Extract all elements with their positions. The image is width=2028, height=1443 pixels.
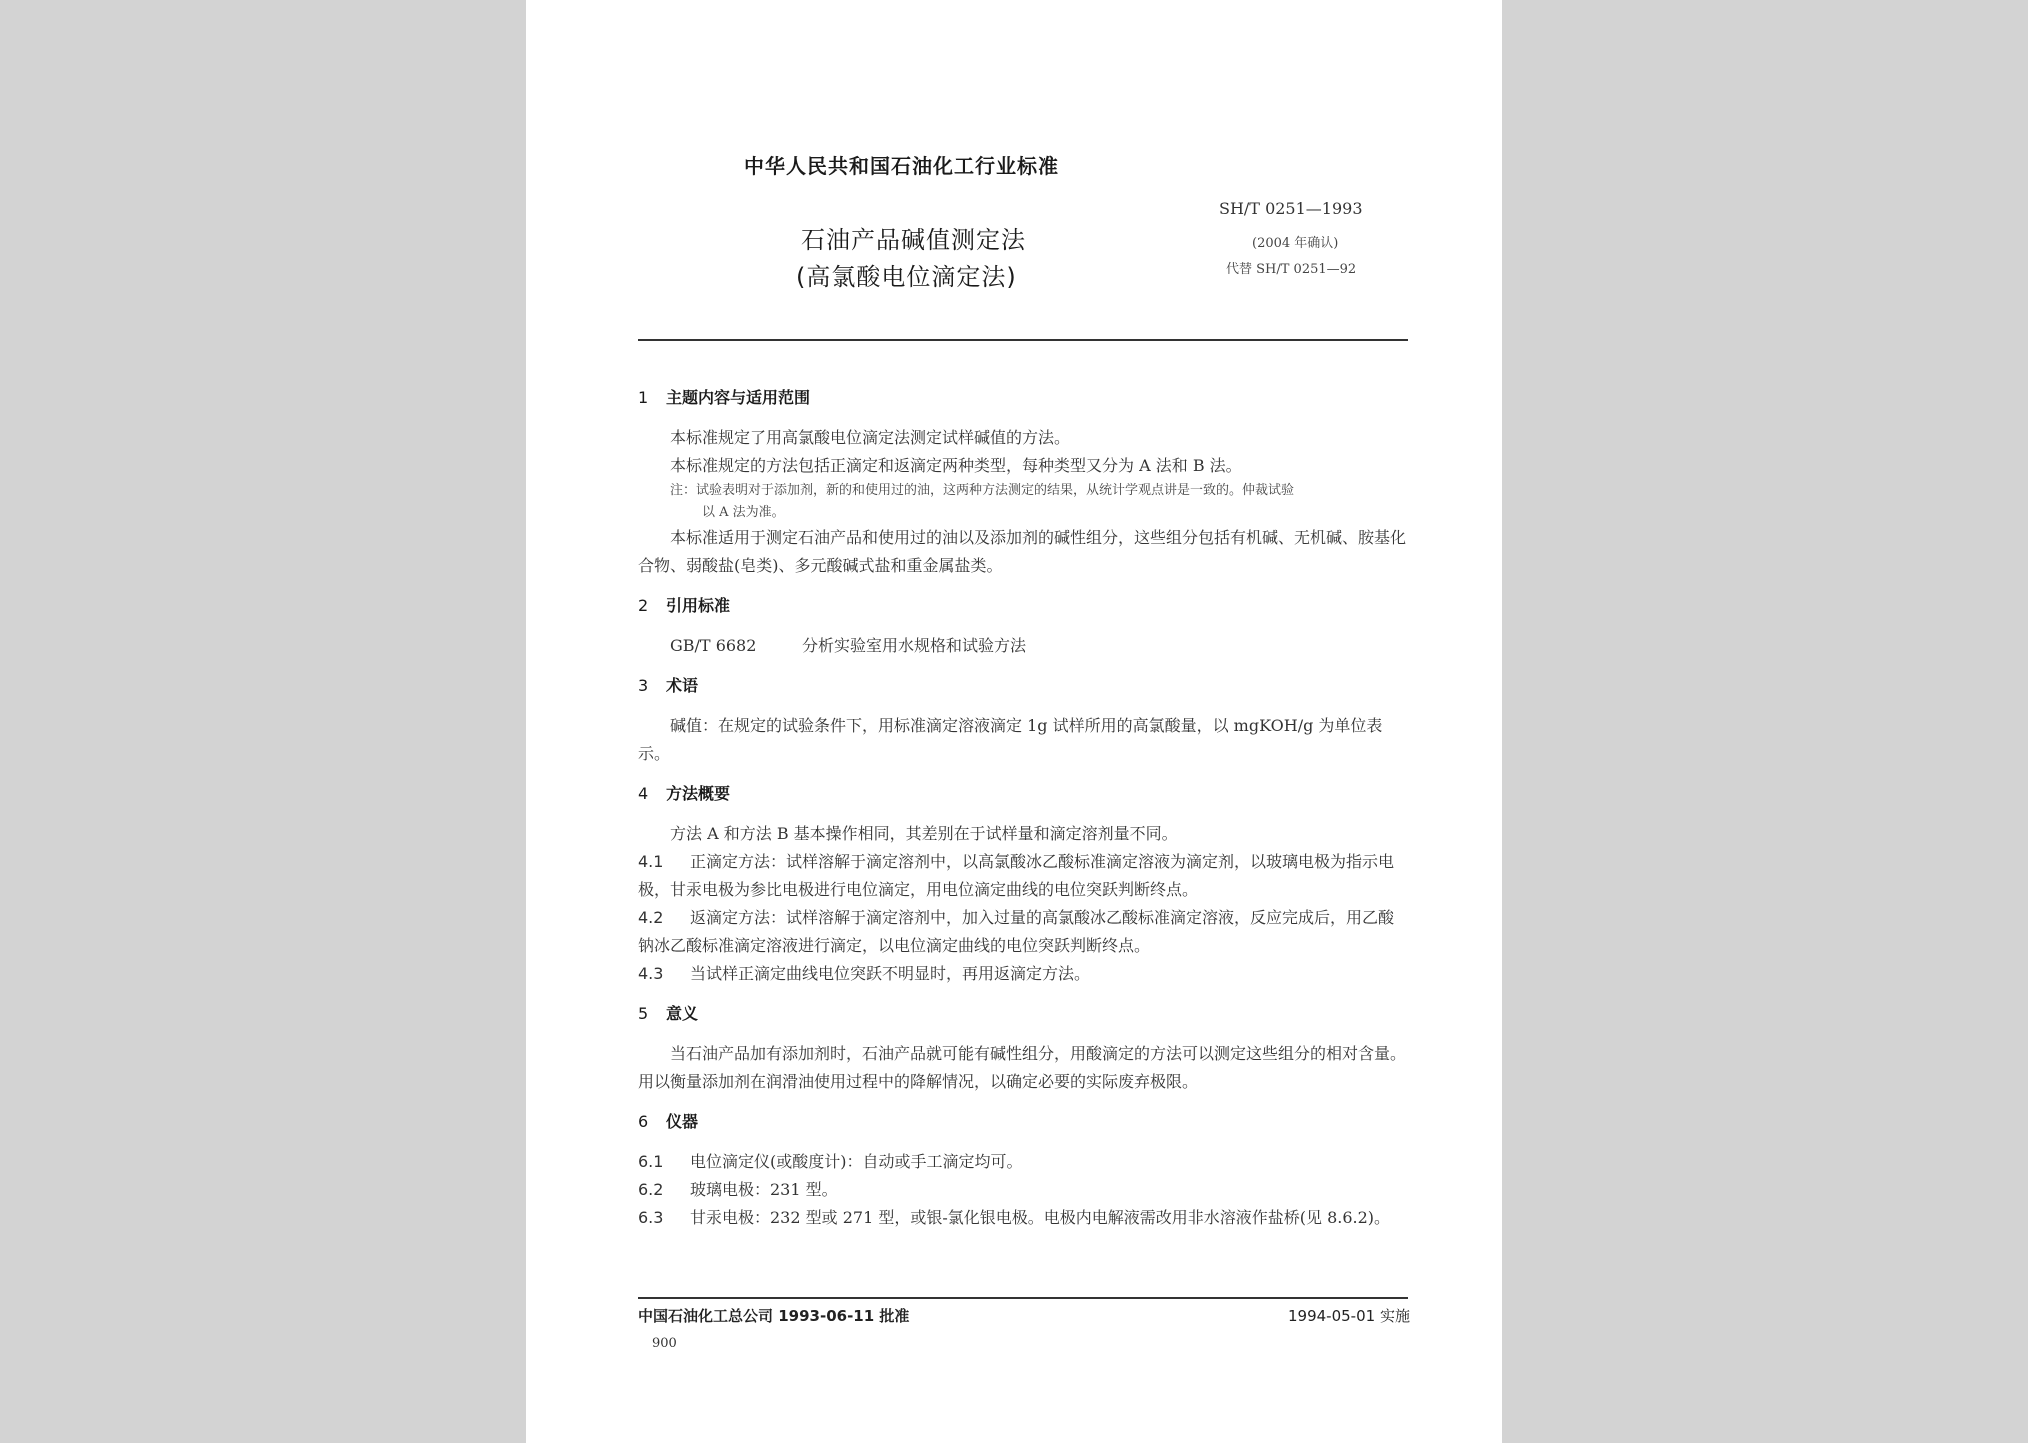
paragraph: 方法 A 和方法 B 基本操作相同，其差别在于试样量和滴定溶剂量不同。: [670, 824, 1178, 843]
clause-item: [638, 904, 1408, 960]
section-heading-2: [638, 592, 1408, 620]
clause-text: 电位滴定仪(或酸度计)：自动或手工滴定均可。: [690, 1152, 1023, 1171]
clause-number: 6.3: [638, 1208, 664, 1227]
clause-number: 4.2: [638, 908, 664, 927]
issuing-organization: 中华人民共和国石油化工行业标准: [744, 154, 1059, 178]
replacement-note: 代替 SH/T 0251—92: [1226, 262, 1357, 277]
clause-item: [638, 1204, 1408, 1232]
clause-text: 返滴定方法：试样溶解于滴定溶剂中，加入过量的高氯酸冰乙酸标准滴定溶液，反应完成后，用乙酸钠冰乙酸标准滴定溶液进行滴定，以电位滴定曲线的电位突跃判断终点。: [638, 908, 1395, 955]
clause-item: [638, 848, 1408, 904]
section-title: 意义: [666, 1004, 699, 1023]
paragraph: 本标准规定的方法包括正滴定和返滴定两种类型，每种类型又分为 A 法和 B 法。: [670, 456, 1242, 475]
clause-number: 4.3: [638, 964, 664, 983]
section-number: 4: [638, 784, 649, 803]
note: [638, 480, 1408, 524]
effective-date: 1994-05-01 实施: [1288, 1307, 1410, 1325]
document-body: [638, 384, 1408, 1232]
approval-info: 中国石油化工总公司 1993-06-11 批准: [638, 1307, 910, 1325]
clause-number: 4.1: [638, 852, 664, 871]
section-heading-6: [638, 1108, 1408, 1136]
section-title: 仪器: [666, 1112, 699, 1131]
clause-text: 正滴定方法：试样溶解于滴定溶剂中，以高氯酸冰乙酸标准滴定溶液为滴定剂，以玻璃电极为指示电极，甘汞电极为参比电极进行电位滴定，用电位滴定曲线的电位突跃判断终点。: [638, 852, 1395, 899]
reference-item: [638, 632, 1408, 660]
reference-code: GB/T 6682: [670, 636, 757, 655]
clause-text: 当试样正滴定曲线电位突跃不明显时，再用返滴定方法。: [690, 964, 1091, 983]
clause-item: [638, 1176, 1408, 1204]
clause-item: [638, 1148, 1408, 1176]
section-number: 1: [638, 388, 649, 407]
clause-item: [638, 960, 1408, 988]
section-heading-1: [638, 384, 1408, 412]
section-title: 术语: [666, 676, 699, 695]
page-number: 900: [652, 1336, 677, 1351]
clause-number: 6.1: [638, 1152, 664, 1171]
clause-text: 玻璃电极：231 型。: [690, 1180, 838, 1199]
document-page: [526, 0, 1502, 1443]
section-heading-4: [638, 780, 1408, 808]
document-title: 石油产品碱值测定法: [801, 226, 1026, 254]
reference-title: 分析实验室用水规格和试验方法: [802, 636, 1027, 655]
clause-text: 甘汞电极：232 型或 271 型，或银-氯化银电极。电极内电解液需改用非水溶液作盐桥(见 8.6.2)。: [690, 1208, 1391, 1227]
section-number: 6: [638, 1112, 649, 1131]
section-heading-3: [638, 672, 1408, 700]
section-title: 主题内容与适用范围: [666, 388, 811, 407]
clause-number: 6.2: [638, 1180, 664, 1199]
paragraph: 当石油产品加有添加剂时，石油产品就可能有碱性组分，用酸滴定的方法可以测定这些组分的相对含量。用以衡量添加剂在润滑油使用过程中的降解情况，以确定必要的实际废弃极限。: [638, 1044, 1407, 1091]
section-title: 引用标准: [666, 596, 731, 615]
section-number: 5: [638, 1004, 649, 1023]
section-title: 方法概要: [666, 784, 731, 803]
paragraph: 碱值：在规定的试验条件下，用标准滴定溶液滴定 1g 试样所用的高氯酸量，以 mgKOH/g 为单位表示。: [638, 716, 1383, 763]
footer-divider: [638, 1297, 1408, 1299]
paragraph: 本标准规定了用高氯酸电位滴定法测定试样碱值的方法。: [670, 428, 1071, 447]
confirmation-note: (2004 年确认): [1252, 236, 1339, 251]
paragraph: 本标准适用于测定石油产品和使用过的油以及添加剂的碱性组分，这些组分包括有机碱、无机碱、胺基化合物、弱酸盐(皂类)、多元酸碱式盐和重金属盐类。: [638, 528, 1407, 575]
note-line: 注：试验表明对于添加剂，新的和使用过的油，这两种方法测定的结果，从统计学观点讲是一致的。仲裁试验: [670, 483, 1295, 498]
section-number: 3: [638, 676, 649, 695]
section-number: 2: [638, 596, 649, 615]
section-heading-5: [638, 1000, 1408, 1028]
standard-code: SH/T 0251—1993: [1219, 199, 1363, 218]
note-line: 以 A 法为准。: [702, 505, 785, 520]
header-divider: [638, 339, 1408, 341]
document-subtitle: (高氯酸电位滴定法): [796, 263, 1017, 291]
